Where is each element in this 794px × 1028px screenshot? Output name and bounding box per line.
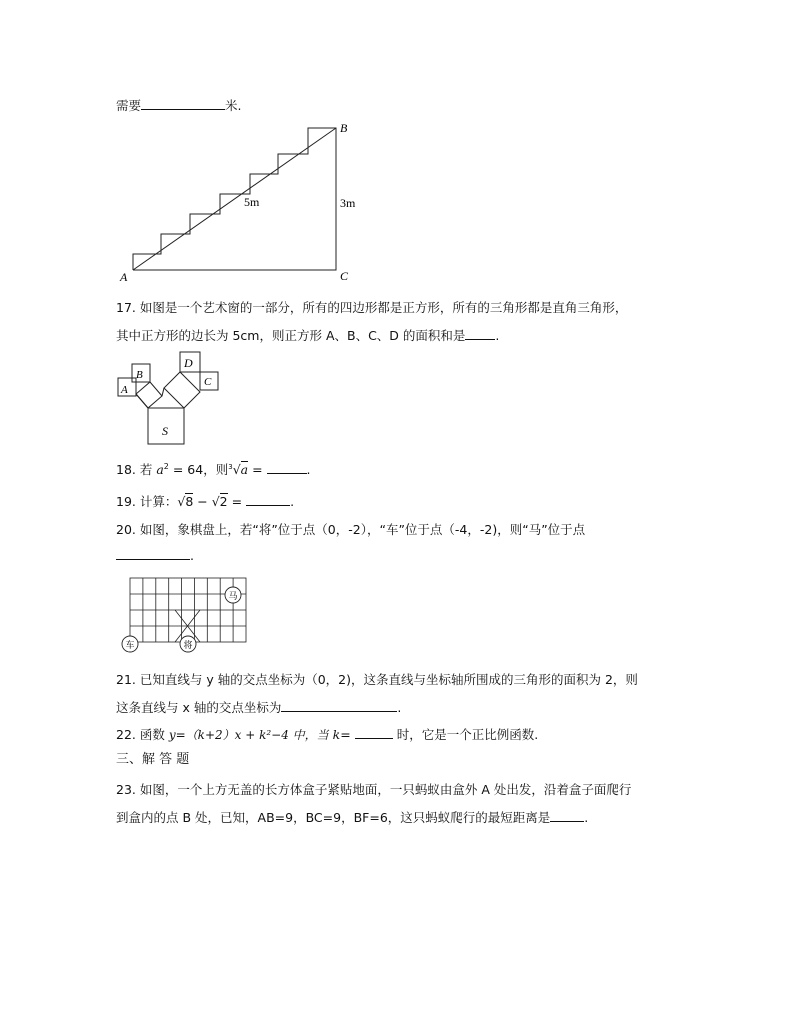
- suffix-text: 米.: [225, 98, 242, 113]
- question-text: 到盒内的点 B 处，已知，AB=9，BC=9，BF=6，这只蚂蚁爬行的最短距离是: [116, 810, 551, 825]
- root-variable: a: [240, 462, 249, 478]
- label-d: D: [184, 356, 193, 370]
- question-19: [116, 492, 294, 510]
- answer-blank[interactable]: [550, 808, 584, 822]
- prefix-text: 需要: [116, 98, 142, 113]
- question-text: 其中正方形的边长为 5cm，则正方形 A、B、C、D 的面积和是: [116, 328, 466, 343]
- question-18: [116, 459, 311, 478]
- jiang-piece: [180, 636, 196, 652]
- function-expression: y=（k+2）x + k²−4 中，当: [168, 728, 329, 742]
- period: .: [495, 328, 500, 343]
- radicand-1: 8: [185, 494, 194, 509]
- answer-blank[interactable]: [141, 96, 225, 110]
- period: .: [397, 700, 402, 715]
- answer-blank[interactable]: [267, 460, 307, 474]
- answer-blank[interactable]: [281, 698, 397, 712]
- question-23-line-1: 23. 如图，一个上方无盖的长方体盒子紧贴地面，一只蚂蚁由盒外 A 处出发，沿着盒子面爬行: [116, 782, 632, 797]
- label-s: S: [162, 424, 168, 438]
- question-text: 22. 函数: [116, 727, 165, 742]
- variable: a: [156, 462, 164, 478]
- label-a: A: [121, 384, 128, 396]
- che-piece: [122, 636, 138, 652]
- label-a: A: [120, 270, 128, 284]
- squares-figure: [118, 348, 228, 448]
- answer-line-stairs: [116, 96, 242, 114]
- label-b: B: [136, 369, 143, 381]
- label-c: C: [204, 376, 212, 388]
- question-22: [116, 725, 538, 743]
- label-b: B: [340, 121, 348, 135]
- period: .: [306, 462, 311, 478]
- chess-board-figure: [118, 576, 252, 656]
- jiang-label: 将: [183, 641, 193, 651]
- cube-root-sign: √: [232, 462, 241, 478]
- label-c: C: [340, 269, 349, 283]
- answer-blank[interactable]: [355, 725, 393, 739]
- period: .: [190, 548, 194, 563]
- ma-piece: [225, 587, 241, 603]
- question-text: 18. 若: [116, 462, 153, 478]
- sqrt-sign: √: [177, 494, 186, 509]
- period: .: [290, 494, 295, 509]
- question-21-line-2: [116, 698, 401, 716]
- sqrt-sign: √: [211, 494, 220, 509]
- section-title: 三、解 答 题: [116, 752, 190, 767]
- answer-blank[interactable]: [465, 326, 495, 340]
- exponent: 2: [163, 462, 169, 471]
- equals: =: [227, 494, 243, 509]
- answer-blank[interactable]: [116, 546, 190, 560]
- label-height: 3m: [340, 196, 356, 210]
- question-17-line-1: 17. 如图是一个艺术窗的一部分，所有的四边形都是正方形，所有的三角形都是直角三角形，: [116, 300, 628, 315]
- root-index: 3: [228, 463, 233, 471]
- equation-text: = 64，则: [168, 462, 229, 478]
- stairs-figure: [118, 118, 358, 283]
- question-text: 这条直线与 x 轴的交点坐标为: [116, 700, 282, 715]
- question-20-line-1: 20. 如图，象棋盘上，若“将”位于点（0，-2），“车”位于点（-4，-2)，则“马”位于点: [116, 522, 586, 537]
- answer-blank[interactable]: [246, 492, 290, 506]
- period: .: [584, 810, 589, 825]
- question-21-line-1: 21. 已知直线与 y 轴的交点坐标为（0，2)，这条直线与坐标轴所围成的三角形的面积为 2，则: [116, 672, 638, 687]
- question-text: 19. 计算：: [116, 494, 178, 509]
- question-17-line-2: [116, 326, 499, 344]
- k-equals: k=: [332, 727, 351, 742]
- minus: −: [193, 494, 212, 509]
- equals: =: [248, 462, 263, 478]
- question-23-line-2: [116, 808, 588, 826]
- ma-label: 马: [228, 592, 238, 602]
- question-suffix: 时，它是一个正比例函数.: [396, 727, 539, 742]
- che-label: 车: [125, 641, 135, 651]
- question-20-line-2: [116, 546, 194, 564]
- radicand-2: 2: [219, 494, 228, 509]
- label-hypotenuse: 5m: [244, 195, 260, 209]
